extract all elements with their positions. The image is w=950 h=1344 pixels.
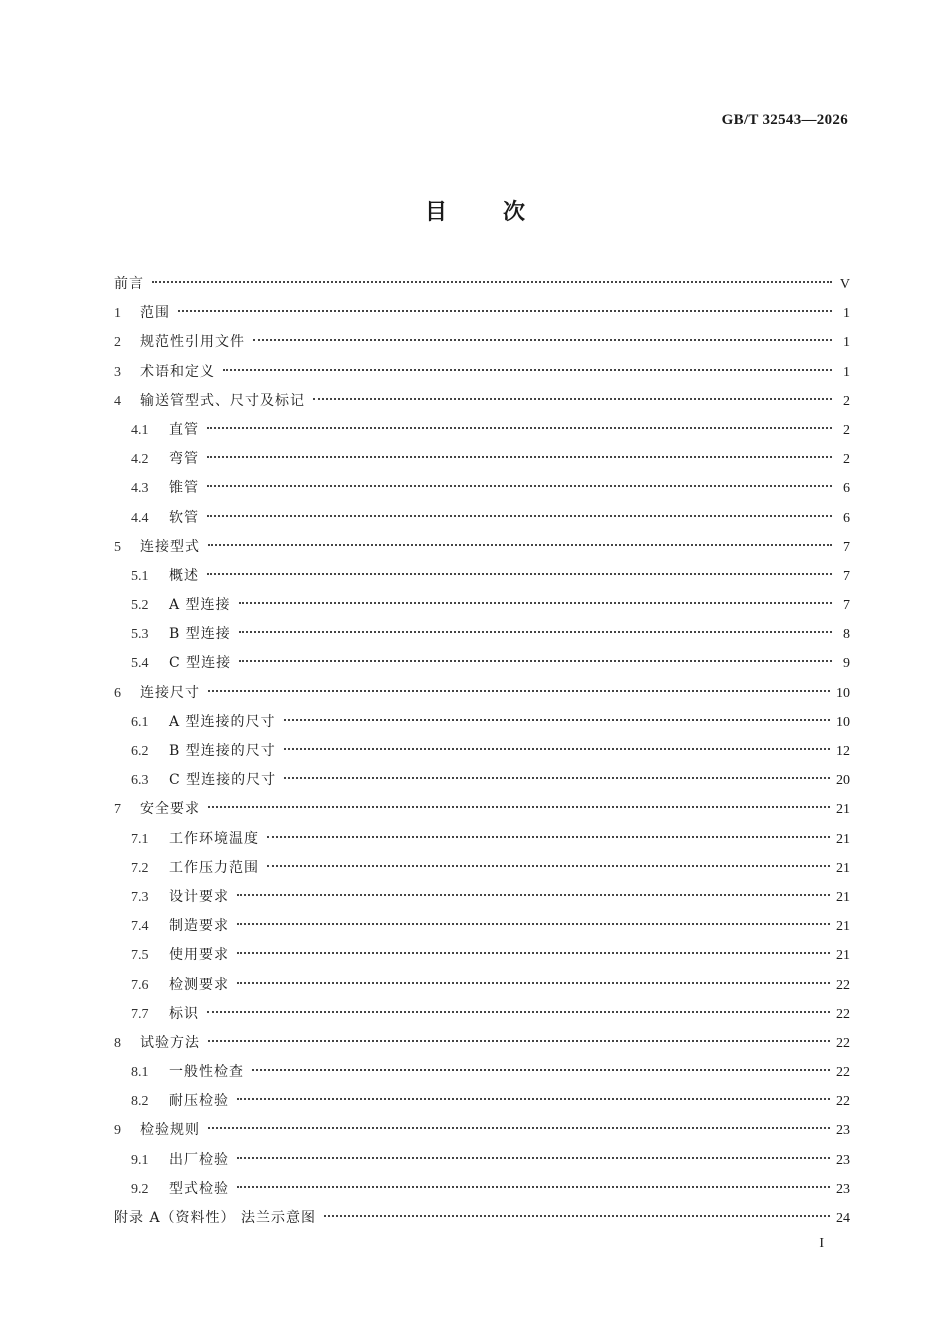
- toc-dot-leader: [267, 865, 830, 867]
- toc-dot-leader: [324, 1215, 830, 1217]
- toc-entry-page: 10: [836, 714, 850, 730]
- toc-entry-number: 4: [114, 393, 121, 409]
- toc-entry-number: 3: [114, 364, 121, 380]
- toc-entry-label: 型式检验: [169, 1180, 229, 1197]
- toc-entry-page: 10: [836, 685, 850, 701]
- toc-entry-label: 一般性检查: [169, 1064, 244, 1081]
- toc-entry-number: 9.2: [131, 1181, 149, 1197]
- toc-dot-leader: [207, 573, 832, 575]
- toc-dot-leader: [237, 952, 830, 954]
- toc-entry-page: 23: [836, 1181, 850, 1197]
- toc-entry-page: 1: [843, 335, 850, 351]
- toc-entry-label: 标识: [169, 1005, 199, 1022]
- toc-entry-number: 9: [114, 1123, 121, 1139]
- toc-dot-leader: [237, 1157, 830, 1159]
- toc-entry-label: 范围: [140, 305, 170, 322]
- toc-entry-label: 直管: [169, 421, 199, 438]
- toc-entry[interactable]: [114, 649, 850, 678]
- toc-entry-label: B 型连接: [169, 626, 231, 643]
- toc-dot-leader: [207, 456, 832, 458]
- toc-entry-page: 21: [836, 889, 850, 905]
- toc-entry[interactable]: [114, 562, 850, 591]
- toc-entry-number: 5.3: [131, 627, 149, 643]
- toc-entry-page: 22: [836, 1006, 850, 1022]
- toc-entry[interactable]: [114, 825, 850, 854]
- toc-entry-label: 工作环境温度: [169, 830, 259, 847]
- toc-entry[interactable]: [114, 737, 850, 766]
- toc-entry-number: 4.2: [131, 452, 149, 468]
- toc-entry-page: 22: [836, 1065, 850, 1081]
- toc-title: 目次: [424, 200, 581, 225]
- toc-entry-label: 锥管: [169, 480, 199, 497]
- toc-entry-label: B 型连接的尺寸: [169, 743, 276, 759]
- toc-dot-leader: [207, 515, 832, 517]
- toc-entry[interactable]: [114, 474, 850, 503]
- toc-entry-page: 21: [836, 802, 850, 818]
- toc-entry-label: 概述: [169, 567, 199, 584]
- toc-entry-page: 2: [843, 452, 850, 468]
- toc-entry-page: 21: [836, 948, 850, 964]
- toc-entry[interactable]: [114, 299, 850, 328]
- toc-entry-label: 试验方法: [140, 1034, 200, 1051]
- toc-entry-page: 7: [843, 568, 850, 584]
- toc-entry-number: 5.4: [131, 656, 149, 672]
- toc-entry-label: 连接尺寸: [140, 684, 200, 701]
- toc-entry[interactable]: [114, 1175, 850, 1204]
- toc-entry-number: 2: [114, 335, 121, 351]
- toc-entry-label: 前言: [114, 276, 144, 292]
- toc-entry-number: 1: [114, 306, 121, 322]
- toc-dot-leader: [253, 339, 832, 341]
- toc-dot-leader: [252, 1069, 830, 1071]
- toc-entry-page: 23: [836, 1152, 850, 1168]
- toc-dot-leader: [237, 923, 830, 925]
- toc-entry-number: 6.1: [131, 714, 149, 730]
- toc-dot-leader: [239, 602, 832, 604]
- toc-entry-label: 使用要求: [169, 947, 229, 964]
- toc-entry-number: 6.3: [131, 773, 149, 789]
- toc-dot-leader: [237, 1186, 830, 1188]
- toc-entry-label: A 型连接: [169, 597, 231, 614]
- toc-entry-page: 22: [836, 1035, 850, 1051]
- toc-entry-number: 6.2: [131, 744, 149, 759]
- toc-dot-leader: [208, 690, 830, 692]
- toc-entry-label: 术语和定义: [140, 363, 215, 380]
- toc-entry-page: 24: [836, 1211, 850, 1226]
- toc-entry-number: 7.4: [131, 919, 149, 935]
- toc-dot-leader: [208, 1127, 830, 1129]
- toc-entry-label: C 型连接的尺寸: [169, 772, 277, 789]
- toc-entry-page: 12: [836, 744, 850, 759]
- toc-entry-page: 1: [843, 364, 850, 380]
- toc-entry-label: 设计要求: [169, 888, 229, 905]
- toc-entry[interactable]: [114, 445, 850, 474]
- toc-entry[interactable]: [114, 1029, 850, 1058]
- toc-entry[interactable]: [114, 854, 850, 883]
- toc-entry-page: 1: [843, 306, 850, 322]
- toc-dot-leader: [207, 485, 832, 487]
- toc-entry[interactable]: [114, 620, 850, 649]
- toc-dot-leader: [239, 660, 832, 662]
- toc-entry[interactable]: [114, 679, 850, 708]
- toc-entry-page: V: [839, 277, 850, 292]
- toc-entry-number: 4.4: [131, 510, 149, 526]
- toc-entry-label: 连接型式: [140, 538, 200, 555]
- toc-entry[interactable]: [114, 1058, 850, 1087]
- toc-entry[interactable]: [114, 270, 850, 299]
- toc-entry-label: 工作压力范围: [169, 859, 259, 876]
- toc-entry-page: 22: [836, 1094, 850, 1110]
- toc-entry[interactable]: [114, 766, 850, 795]
- toc-dot-leader: [152, 281, 832, 283]
- toc-entry-page: 8: [843, 627, 850, 643]
- toc-dot-leader: [239, 631, 832, 633]
- toc-entry[interactable]: [114, 971, 850, 1000]
- toc-entry-label: 检测要求: [169, 976, 229, 993]
- toc-dot-leader: [237, 1098, 830, 1100]
- toc-entry-number: 4.3: [131, 481, 149, 497]
- document-number: GB/T 32543—2026: [721, 112, 848, 128]
- toc-entry-page: 23: [836, 1123, 850, 1139]
- toc-dot-leader: [208, 1040, 830, 1042]
- toc-entry-number: 7.6: [131, 977, 149, 993]
- toc-entry-number: 9.1: [131, 1152, 149, 1168]
- toc-entry-label: 软管: [169, 509, 199, 526]
- toc-dot-leader: [207, 1011, 830, 1013]
- toc-entry[interactable]: [114, 941, 850, 970]
- toc-dot-leader: [223, 369, 832, 371]
- toc-entry[interactable]: [114, 1146, 850, 1175]
- toc-entry[interactable]: [114, 591, 850, 620]
- toc-entry[interactable]: [114, 912, 850, 941]
- toc-entry-label: C 型连接: [169, 655, 232, 672]
- toc-entry[interactable]: [114, 1000, 850, 1029]
- toc-entry-label: 安全要求: [140, 801, 200, 818]
- toc-dot-leader: [267, 836, 830, 838]
- toc-entry[interactable]: [114, 1116, 850, 1145]
- toc-entry-number: 5.2: [131, 598, 149, 614]
- toc-entry-page: 2: [843, 393, 850, 409]
- toc-entry[interactable]: [114, 1087, 850, 1116]
- toc-entry-label: 弯管: [169, 451, 199, 468]
- toc-entry-number: 5.1: [131, 568, 149, 584]
- toc-dot-leader: [284, 719, 830, 721]
- toc-entry-label: 输送管型式、尺寸及标记: [140, 392, 305, 409]
- toc-entry-number: 6: [114, 685, 121, 701]
- toc-entry-label: 出厂检验: [169, 1151, 229, 1168]
- toc-dot-leader: [208, 806, 830, 808]
- toc-entry-page: 21: [836, 831, 850, 847]
- toc-entry-page: 7: [843, 539, 850, 555]
- toc-entry-number: 7.7: [131, 1006, 149, 1022]
- toc-entry-number: 8: [114, 1035, 121, 1051]
- page-number: I: [819, 1236, 824, 1251]
- toc-entry-page: 2: [843, 422, 850, 438]
- toc-entry[interactable]: [114, 1204, 850, 1233]
- toc-entry-number: 7.1: [131, 831, 149, 847]
- toc-entry-page: 6: [843, 481, 850, 497]
- toc-entry-label: 耐压检验: [169, 1093, 229, 1110]
- toc-entry-number: 8.2: [131, 1094, 149, 1110]
- toc-dot-leader: [284, 748, 830, 750]
- toc-entry-label: 附录 A（资料性） 法兰示意图: [114, 1210, 317, 1226]
- toc-entry-page: 9: [843, 656, 850, 672]
- toc-entry-number: 7.2: [131, 860, 149, 876]
- toc-entry[interactable]: [114, 708, 850, 737]
- toc-dot-leader: [313, 398, 832, 400]
- toc-entry-label: 制造要求: [169, 918, 229, 935]
- toc-entry[interactable]: [114, 387, 850, 416]
- toc-entry[interactable]: [114, 883, 850, 912]
- toc-entry-number: 7.3: [131, 889, 149, 905]
- toc-dot-leader: [237, 894, 830, 896]
- toc-entry-label: A 型连接的尺寸: [169, 713, 276, 730]
- toc-entry[interactable]: [114, 358, 850, 387]
- toc-entry-page: 20: [836, 773, 850, 789]
- toc-entry-page: 21: [836, 919, 850, 935]
- toc-entry[interactable]: [114, 504, 850, 533]
- toc-dot-leader: [208, 544, 832, 546]
- toc-entry-number: 5: [114, 539, 121, 555]
- toc-list: [114, 270, 850, 1233]
- toc-entry-number: 8.1: [131, 1065, 149, 1081]
- toc-entry-number: 4.1: [131, 422, 149, 438]
- toc-entry-label: 检验规则: [140, 1122, 200, 1139]
- toc-entry[interactable]: [114, 795, 850, 824]
- toc-dot-leader: [284, 777, 830, 779]
- toc-entry[interactable]: [114, 416, 850, 445]
- toc-dot-leader: [237, 982, 830, 984]
- toc-entry-page: 7: [843, 598, 850, 614]
- toc-entry-page: 22: [836, 977, 850, 993]
- toc-dot-leader: [207, 427, 832, 429]
- toc-entry-label: 规范性引用文件: [140, 334, 245, 351]
- toc-entry-page: 6: [843, 510, 850, 526]
- toc-dot-leader: [178, 310, 832, 312]
- toc-entry-page: 21: [836, 860, 850, 876]
- toc-entry-number: 7: [114, 802, 121, 818]
- toc-entry-number: 7.5: [131, 948, 149, 964]
- toc-entry[interactable]: [114, 533, 850, 562]
- toc-entry[interactable]: [114, 328, 850, 357]
